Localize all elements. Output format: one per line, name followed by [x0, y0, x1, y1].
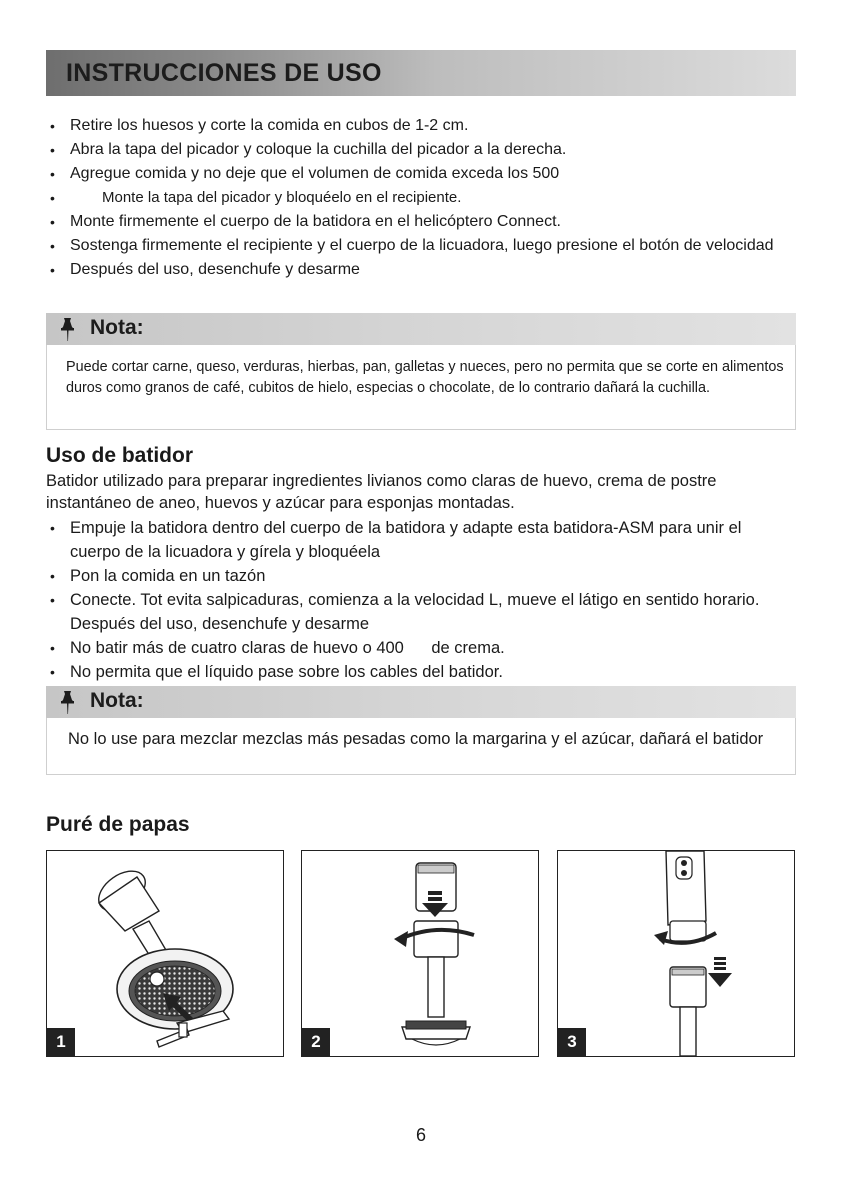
list-item: • Pon la comida en un tazón — [46, 564, 786, 588]
nota-text: No lo use para mezclar mezclas más pesadas como la margarina y el azúcar, dañará el batidor — [68, 730, 764, 748]
bullet-icon: • — [50, 238, 55, 254]
nota-label: Nota: — [90, 316, 144, 339]
list-item: • Monte la tapa del picador y bloquéelo en el recipiente. — [46, 186, 786, 210]
section-title-uso-batidor: Uso de batidor — [46, 444, 194, 467]
list-item: • No permita que el líquido pase sobre los cables del batidor. — [46, 660, 786, 684]
illustration-panel-1 — [46, 850, 284, 1057]
nota-header — [46, 686, 796, 718]
bullet-icon: • — [50, 166, 55, 182]
step-number: 1 — [47, 1028, 75, 1056]
list-item: • Conecte. Tot evita salpicaduras, comienza a la velocidad L, mueve el látigo en sentido horario. Después del uso, desenchufe y desarme — [46, 588, 786, 636]
bullet-icon: • — [50, 520, 55, 536]
step-number: 2 — [302, 1028, 330, 1056]
nota-box — [46, 718, 796, 775]
bullet-icon: • — [50, 142, 55, 158]
nota-header — [46, 313, 796, 345]
illustration-panel-3 — [557, 850, 795, 1057]
bullet-icon: • — [50, 664, 55, 680]
list-item: • Abra la tapa del picador y coloque la cuchilla del picador a la derecha. — [46, 138, 786, 162]
pushpin-icon — [58, 316, 78, 342]
instructions-list — [46, 114, 786, 282]
masher-detach-illustration — [558, 851, 794, 1056]
bullet-icon: • — [50, 118, 55, 134]
batidor-steps-list — [46, 516, 786, 684]
pushpin-icon — [58, 689, 78, 715]
masher-attach-illustration — [47, 851, 283, 1056]
list-item: • Monte firmemente el cuerpo de la batidora en el helicóptero Connect. — [46, 210, 786, 234]
page-title: INSTRUCCIONES DE USO — [66, 59, 382, 87]
title-bar — [46, 50, 796, 96]
bullet-icon: • — [50, 592, 55, 608]
page-number: 6 — [415, 1125, 426, 1145]
list-item: • No batir más de cuatro claras de huevo o 400 de crema. — [46, 636, 786, 660]
bullet-icon: • — [50, 214, 55, 230]
bullet-icon: • — [50, 190, 55, 206]
list-item: • Empuje la batidora dentro del cuerpo de la batidora y adapte esta batidora-ASM para unir el cuerpo de la licuadora y gírela y bloquéela — [46, 516, 786, 564]
nota-text: Puede cortar carne, queso, verduras, hierbas, pan, galletas y nueces, pero no permita que se corte en alimentos duros como granos de café, cubitos de hielo, especias o chocolate, de lo contrario dañará la cuchilla. — [66, 359, 784, 396]
illustration-panel-2 — [301, 850, 539, 1057]
section-intro: Batidor utilizado para preparar ingredientes livianos como claras de huevo, crema de postre instantáneo de aneo, huevos y azúcar para esponjas montadas. — [46, 472, 717, 512]
list-item: • Retire los huesos y corte la comida en cubos de 1-2 cm. — [46, 114, 786, 138]
nota-label: Nota: — [90, 689, 144, 712]
section-title-pure: Puré de papas — [46, 813, 190, 836]
step-number: 3 — [558, 1028, 586, 1056]
bullet-icon: • — [50, 568, 55, 584]
bullet-icon: • — [50, 262, 55, 278]
list-item: • Sostenga firmemente el recipiente y el cuerpo de la licuadora, luego presione el botón de velocidad — [46, 234, 786, 258]
nota-box — [46, 345, 796, 430]
list-item: • Agregue comida y no deje que el volumen de comida exceda los 500 — [46, 162, 786, 186]
masher-twist-illustration — [302, 851, 538, 1056]
bullet-icon: • — [50, 640, 55, 656]
list-item: • Después del uso, desenchufe y desarme — [46, 258, 786, 282]
